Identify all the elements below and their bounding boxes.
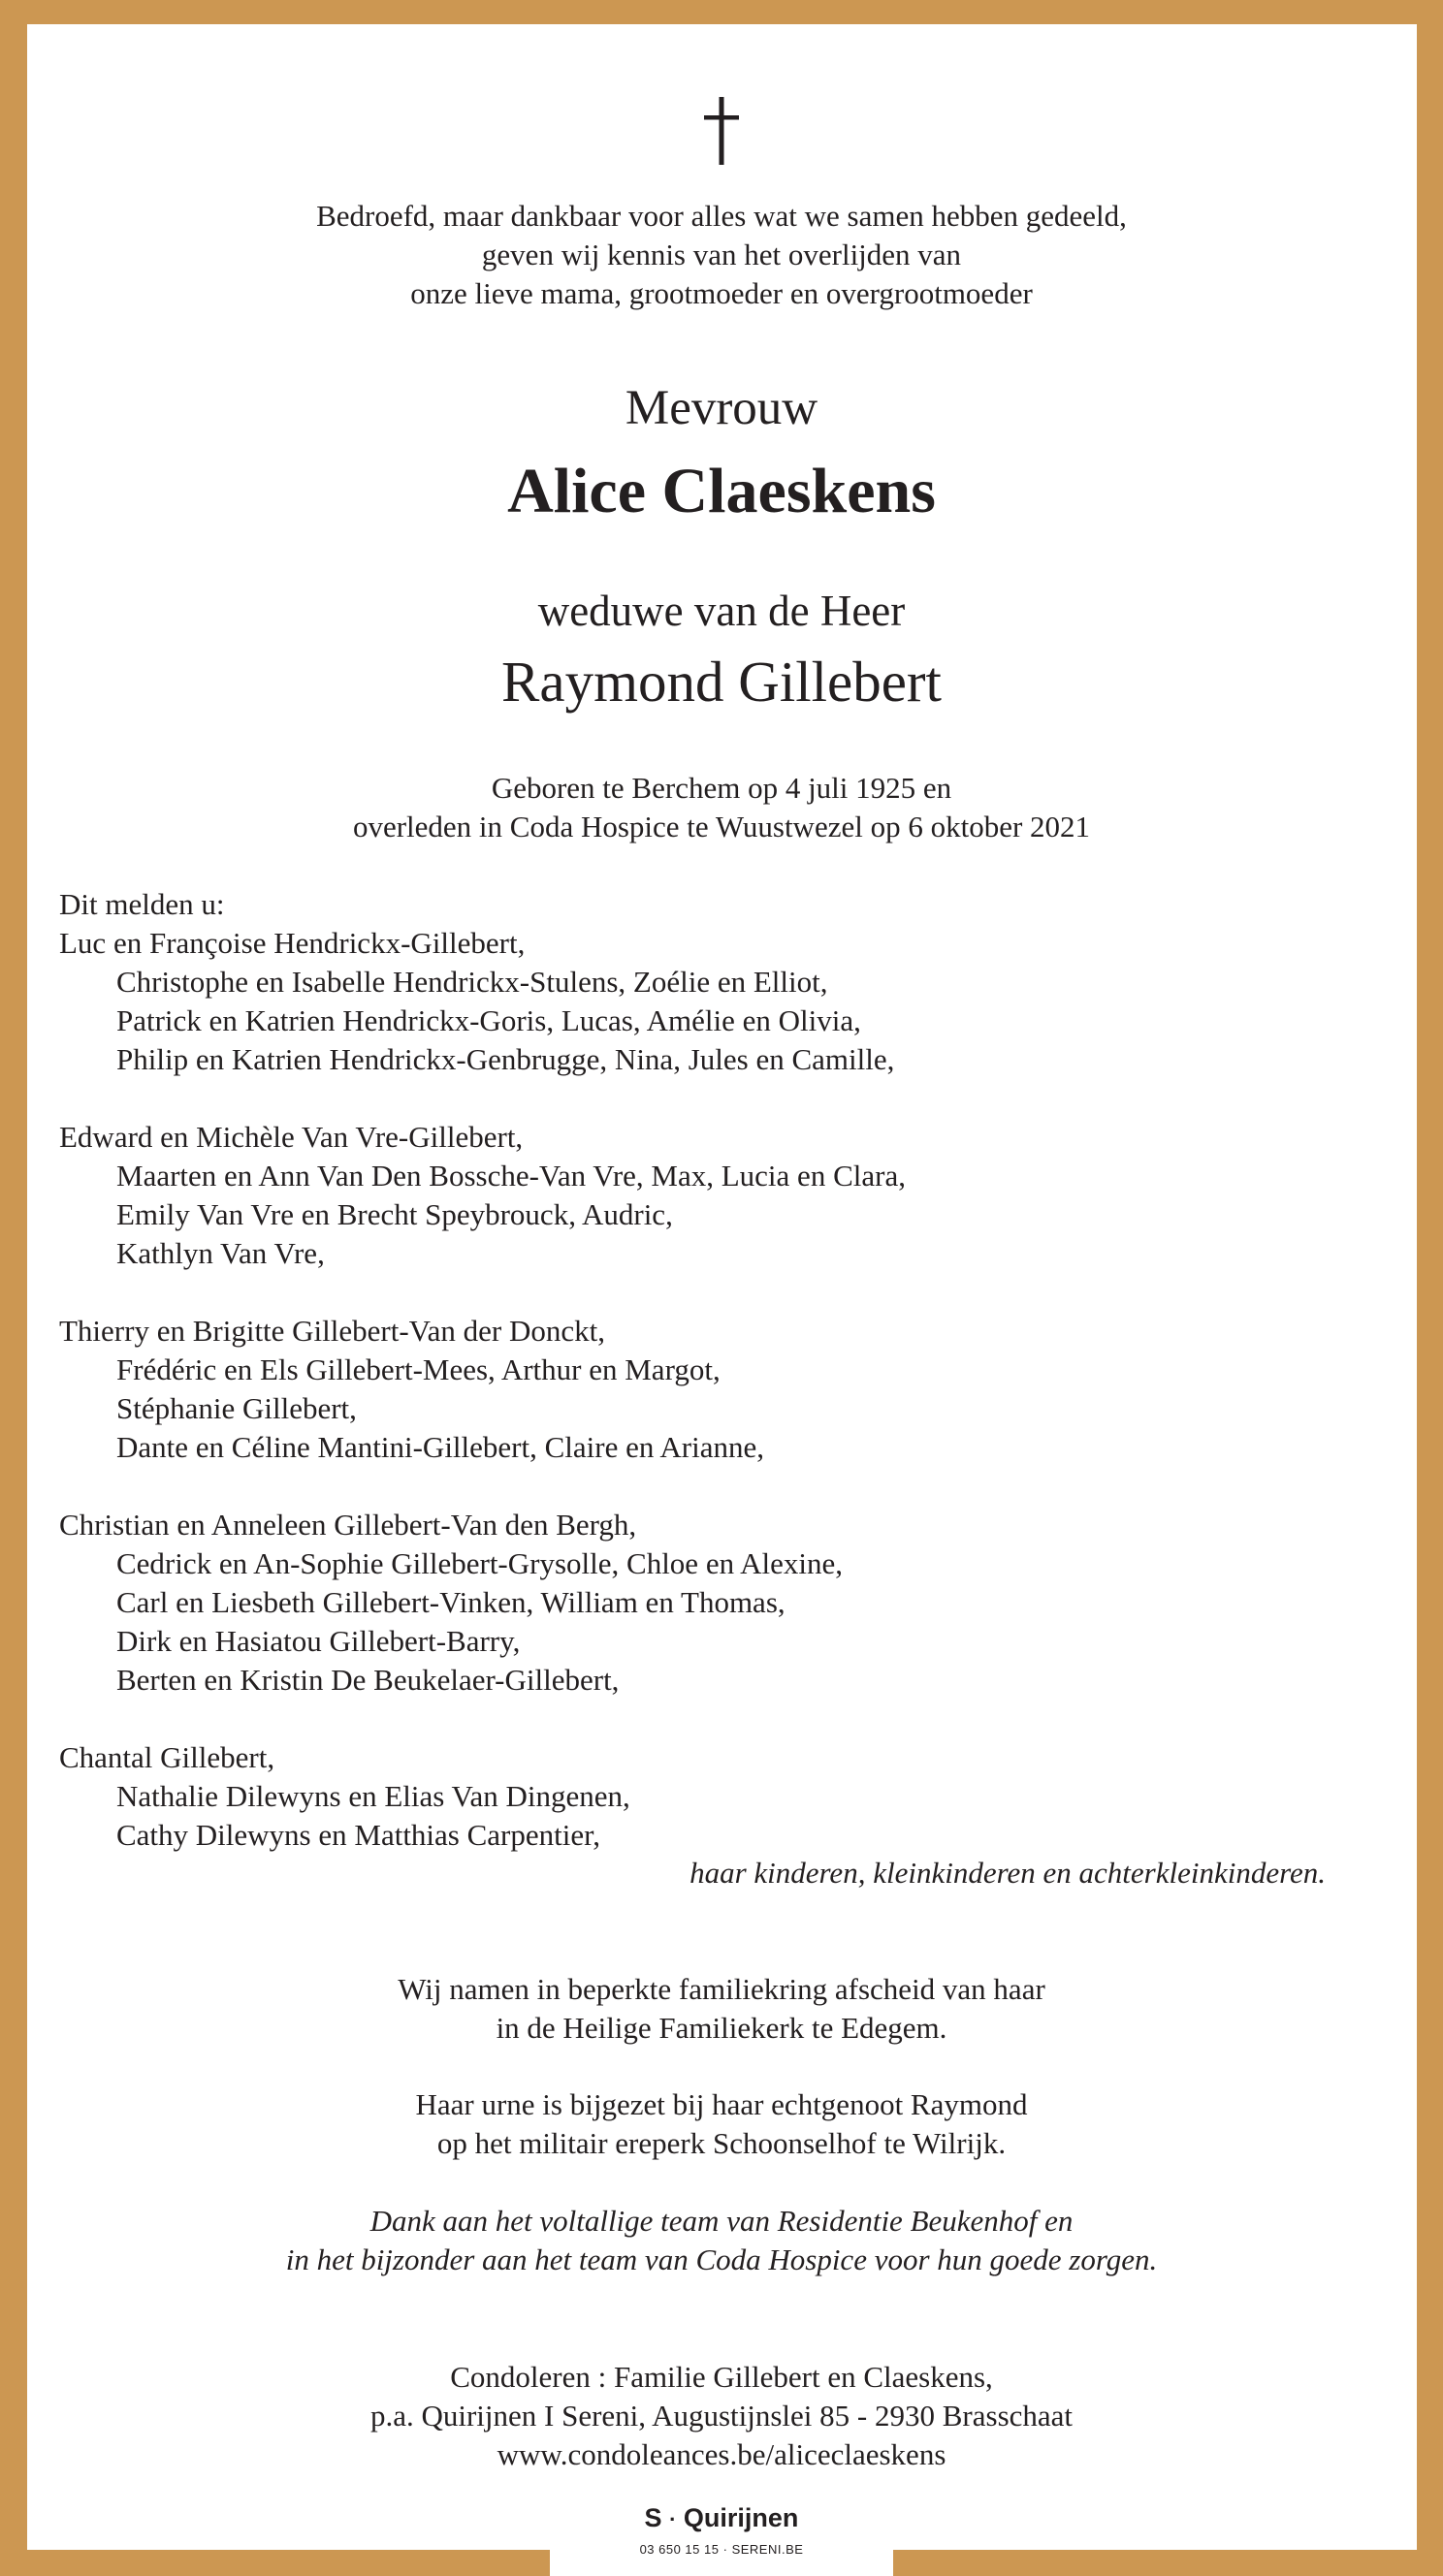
family-member: Dirk en Hasiatou Gillebert-Barry, <box>116 1624 521 1658</box>
spouse-name: Raymond Gillebert <box>501 650 942 714</box>
family-head: Luc en Françoise Hendrickx-Gillebert, <box>59 926 526 960</box>
family-member: Nathalie Dilewyns en Elias Van Dingenen, <box>116 1779 630 1813</box>
logo-dot: · <box>669 2507 677 2531</box>
condolences-line: Condoleren : Familie Gillebert en Claeskens, <box>450 2360 993 2394</box>
died-line: overleden in Coda Hospice te Wuustwezel op 6 oktober 2021 <box>352 810 1091 843</box>
urn-notice <box>0 2085 1443 2163</box>
announcer-heading: Dit melden u: <box>59 887 225 921</box>
thanks-line: Dank aan het voltallige team van Residentie Beukenhof en <box>369 2204 1074 2238</box>
logo-letter: S <box>644 2503 662 2532</box>
family-member: Berten en Kristin De Beukelaer-Gillebert, <box>116 1663 620 1697</box>
intro-line: Bedroefd, maar dankbaar voor alles wat we samen hebben gedeeld, <box>316 199 1127 233</box>
family-member: Emily Van Vre en Brecht Speybrouck, Audric, <box>116 1197 673 1231</box>
intro-line: onze lieve mama, grootmoeder en overgrootmoeder <box>410 276 1033 310</box>
logo-name: Quirijnen <box>683 2503 799 2532</box>
family-member: Maarten en Ann Van Den Bossche-Van Vre, Max, Lucia en Clara, <box>116 1159 906 1193</box>
thanks-line: in het bijzonder aan het team van Coda Hospice voor hun goede zorgen. <box>285 2242 1158 2276</box>
deceased-name: Alice Claeskens <box>507 456 936 526</box>
funeral-home-phone: 03 650 15 15 <box>639 2542 720 2557</box>
farewell-line: in de Heilige Familiekerk te Edegem. <box>496 2011 947 2045</box>
family-member: Christophe en Isabelle Hendrickx-Stulens, Zoélie en Elliot, <box>116 965 828 999</box>
urn-line: Haar urne is bijgezet bij haar echtgenoot Raymond <box>415 2087 1028 2121</box>
family-head: Chantal Gillebert, <box>59 1740 275 1774</box>
family-member: Philip en Katrien Hendrickx-Genbrugge, Nina, Jules en Camille, <box>116 1042 895 1076</box>
intro-line: geven wij kennis van het overlijden van <box>481 238 962 271</box>
condolences-block <box>0 2358 1443 2474</box>
family-head: Christian en Anneleen Gillebert-Van den Bergh, <box>59 1508 637 1542</box>
honorific: Mevrouw <box>625 381 818 435</box>
family-member: Frédéric en Els Gillebert-Mees, Arthur en Margot, <box>116 1352 721 1386</box>
family-member: Carl en Liesbeth Gillebert-Vinken, William en Thomas, <box>116 1585 786 1619</box>
family-signoff: haar kinderen, kleinkinderen en achterkleinkinderen. <box>689 1856 1326 1890</box>
funeral-home-contact <box>550 2541 893 2559</box>
family-member: Cathy Dilewyns en Matthias Carpentier, <box>116 1818 600 1852</box>
family-member: Stéphanie Gillebert, <box>116 1391 357 1425</box>
family-member: Dante en Céline Mantini-Gillebert, Claire en Arianne, <box>116 1430 764 1464</box>
farewell-line: Wij namen in beperkte familiekring afscheid van haar <box>398 1972 1045 2006</box>
contact-separator: · <box>722 2542 728 2557</box>
funeral-home-tab <box>550 2487 893 2576</box>
born-line: Geboren te Berchem op 4 juli 1925 en <box>491 771 952 805</box>
condolences-address: p.a. Quirijnen I Sereni, Augustijnslei 85 - 2930 Brasschaat <box>369 2399 1074 2433</box>
family-member: Cedrick en An-Sophie Gillebert-Grysolle, Chloe en Alexine, <box>116 1546 843 1580</box>
family-member: Patrick en Katrien Hendrickx-Goris, Lucas, Amélie en Olivia, <box>116 1003 861 1037</box>
urn-line: op het militair ereperk Schoonselhof te Wilrijk. <box>436 2126 1007 2160</box>
birth-death-details <box>0 769 1443 846</box>
cross-icon <box>702 97 741 165</box>
thanks-notice <box>0 2202 1443 2279</box>
funeral-home-site[interactable]: SERENI.BE <box>731 2542 804 2557</box>
intro-text <box>0 197 1443 313</box>
family-head: Thierry en Brigitte Gillebert-Van der Donckt, <box>59 1314 605 1348</box>
family-head: Edward en Michèle Van Vre-Gillebert, <box>59 1120 524 1154</box>
family-member: Kathlyn Van Vre, <box>116 1236 325 1270</box>
announcer-list <box>59 885 906 1855</box>
widow-of: weduwe van de Heer <box>537 587 906 635</box>
farewell-notice <box>0 1970 1443 2048</box>
funeral-home-logo <box>550 2502 893 2535</box>
condolences-url[interactable]: www.condoleances.be/aliceclaeskens <box>497 2437 946 2471</box>
